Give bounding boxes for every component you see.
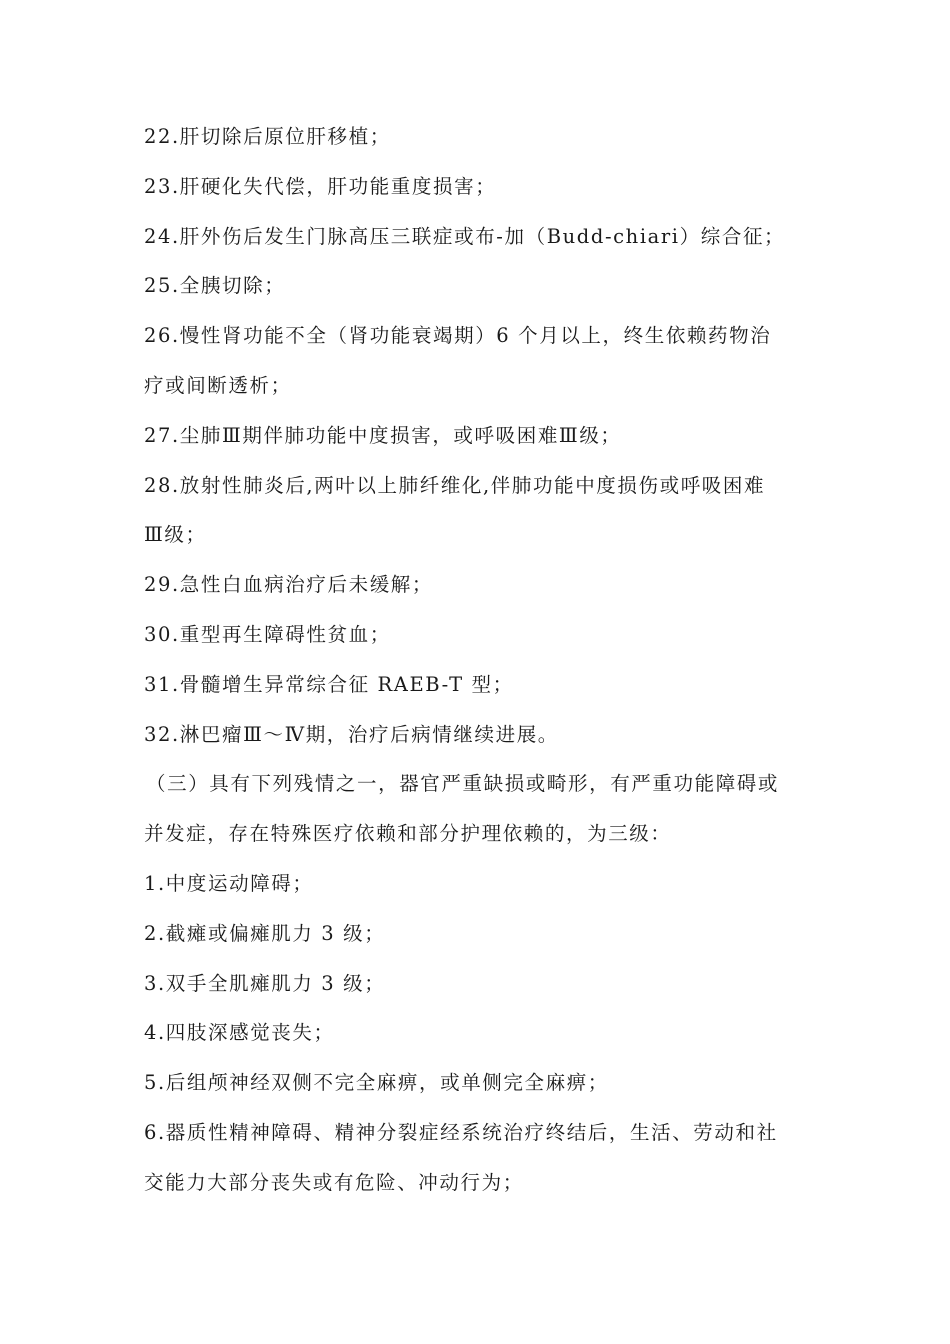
text-line: 并发症，存在特殊医疗依赖和部分护理依赖的，为三级： [144, 822, 672, 846]
text-line: 30.重型再生障碍性贫血； [144, 622, 391, 646]
text-line: 2.截瘫或偏瘫肌力 3 级； [144, 921, 386, 945]
text-line: 22.肝切除后原位肝移植； [144, 125, 391, 148]
text-line: 29.急性白血病治疗后未缓解； [144, 573, 434, 597]
text-line: 24.肝外伤后发生门脉高压三联症或布-加（Budd-chiari）综合征； [144, 224, 786, 248]
text-line: 32.淋巴瘤Ⅲ～Ⅳ期，治疗后病情继续进展。 [144, 722, 559, 746]
text-line: 25.全胰切除； [144, 274, 286, 298]
section-heading-line: （三）具有下列残情之一，器官严重缺损或畸形，有严重功能障碍或 [146, 772, 780, 796]
text-line: 6.器质性精神障碍、精神分裂症经系统治疗终结后，生活、劳动和社 [144, 1120, 778, 1144]
document-body [144, 112, 814, 1208]
text-line: 28.放射性肺炎后,两叶以上肺纤维化,伴肺功能中度损伤或呼吸困难 [144, 473, 766, 497]
text-line: 26.慢性肾功能不全（肾功能衰竭期）6 个月以上，终生依赖药物治 [144, 324, 772, 348]
text-line: 交能力大部分丧失或有危险、冲动行为； [144, 1170, 524, 1194]
text-line: 5.后组颅神经双侧不完全麻痹，或单侧完全麻痹； [144, 1071, 609, 1095]
text-line: 23.肝硬化失代偿，肝功能重度损害； [144, 174, 497, 198]
text-line: 疗或间断透析； [144, 373, 292, 397]
text-line: 3.双手全肌瘫肌力 3 级； [144, 971, 386, 995]
text-line: 1.中度运动障碍； [144, 871, 314, 895]
text-line: 27.尘肺Ⅲ期伴肺功能中度损害，或呼吸困难Ⅲ级； [144, 423, 622, 447]
text-line: Ⅲ级； [144, 523, 207, 547]
text-line: 31.骨髓增生异常综合征 RAEB-T 型； [144, 672, 514, 696]
text-line: 4.四肢深感觉丧失； [144, 1021, 335, 1045]
